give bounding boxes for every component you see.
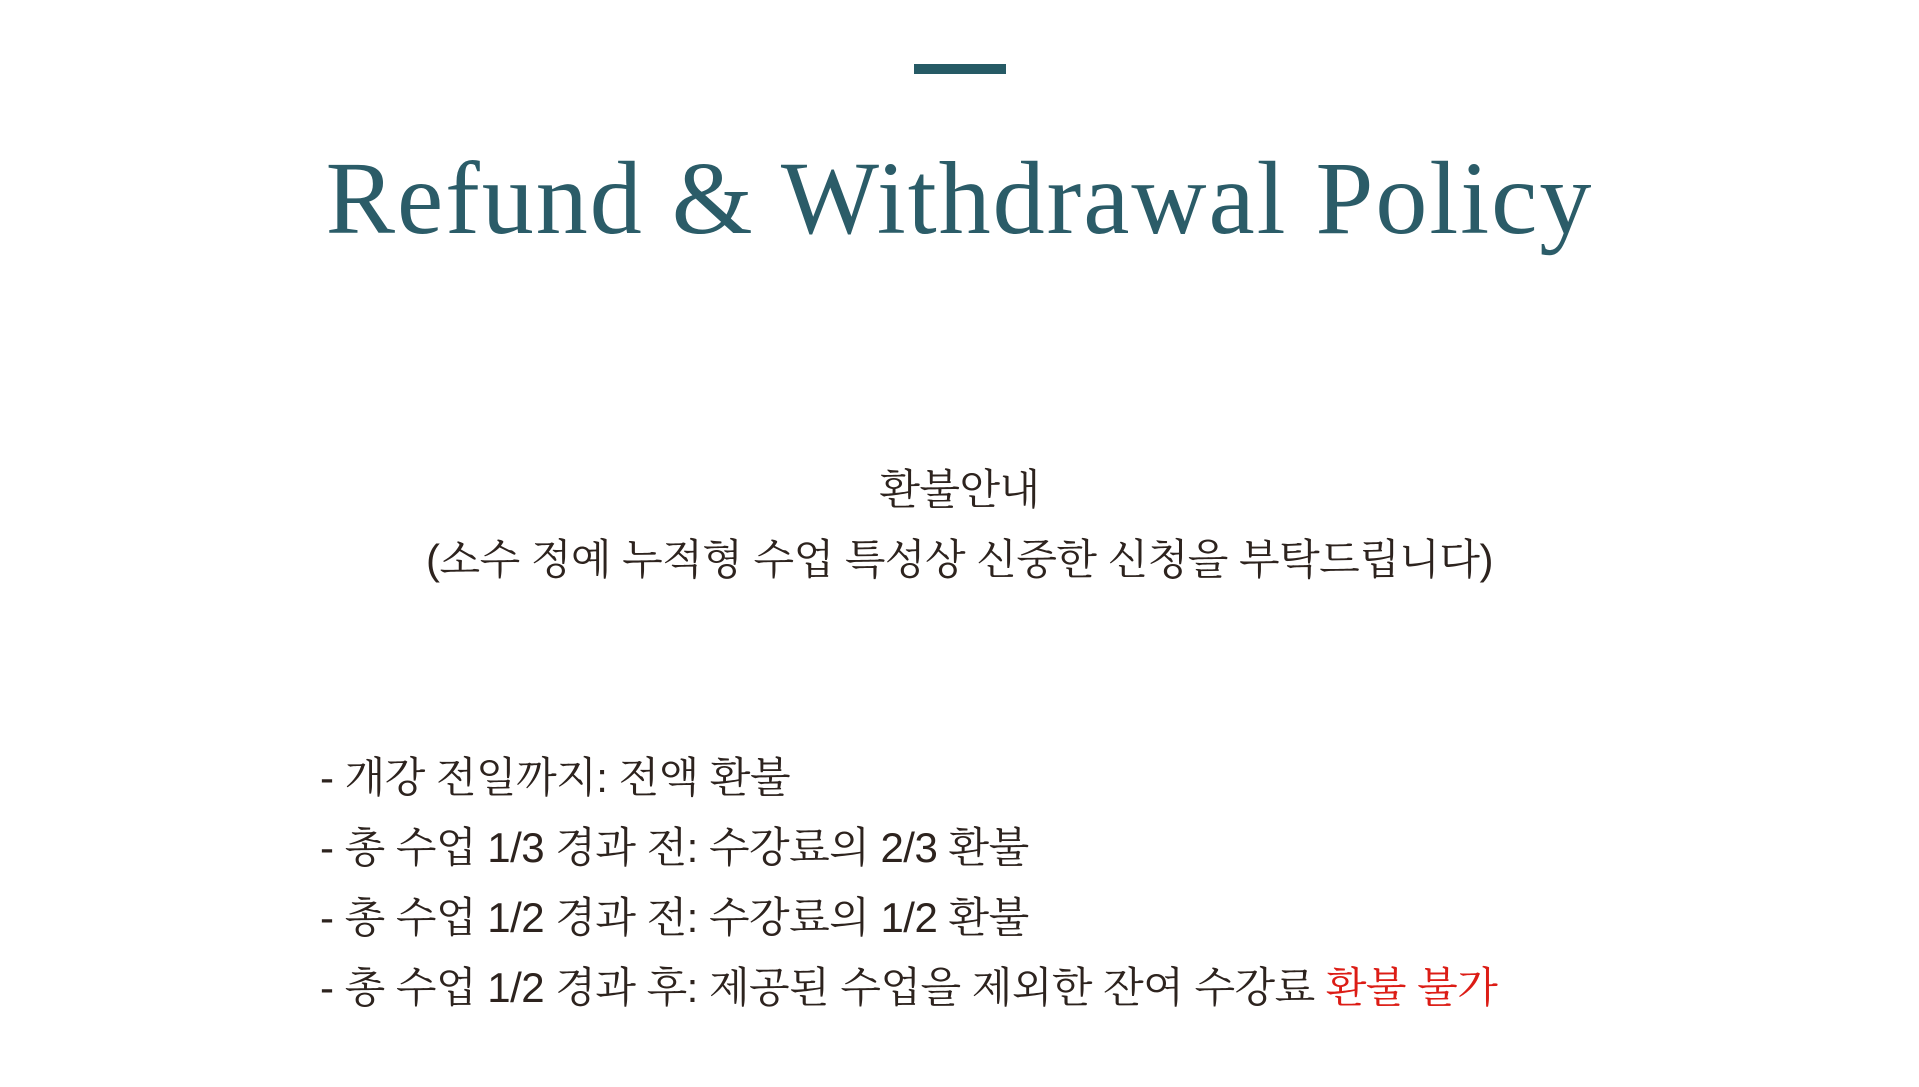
policy-item-text: - 개강 전일까지: 전액 환불: [320, 754, 791, 801]
policy-item-text: - 총 수업 1/2 경과 후: 제공된 수업을 제외한 잔여 수강료: [320, 964, 1326, 1011]
policy-item-one-third: [320, 813, 1497, 883]
policy-item-one-half-after: [320, 953, 1497, 1023]
page-title: Refund & Withdrawal Policy: [325, 141, 1594, 256]
policy-item-no-refund-highlight: 환불 불가: [1325, 964, 1498, 1011]
refund-policy-list: [320, 743, 1497, 1023]
refund-notice-subheading: (소수 정예 누적형 수업 특성상 신중한 신청을 부탁드립니다): [426, 536, 1493, 583]
policy-item-text: - 총 수업 1/2 경과 전: 수강료의 1/2 환불: [320, 894, 1029, 941]
policy-item-full-refund: [320, 743, 1497, 813]
policy-item-one-half-before: [320, 883, 1497, 953]
policy-item-text: - 총 수업 1/3 경과 전: 수강료의 2/3 환불: [320, 824, 1029, 871]
refund-notice-block: [0, 455, 1919, 595]
title-divider-bar: [914, 64, 1006, 74]
refund-notice-heading: 환불안내: [879, 466, 1040, 513]
